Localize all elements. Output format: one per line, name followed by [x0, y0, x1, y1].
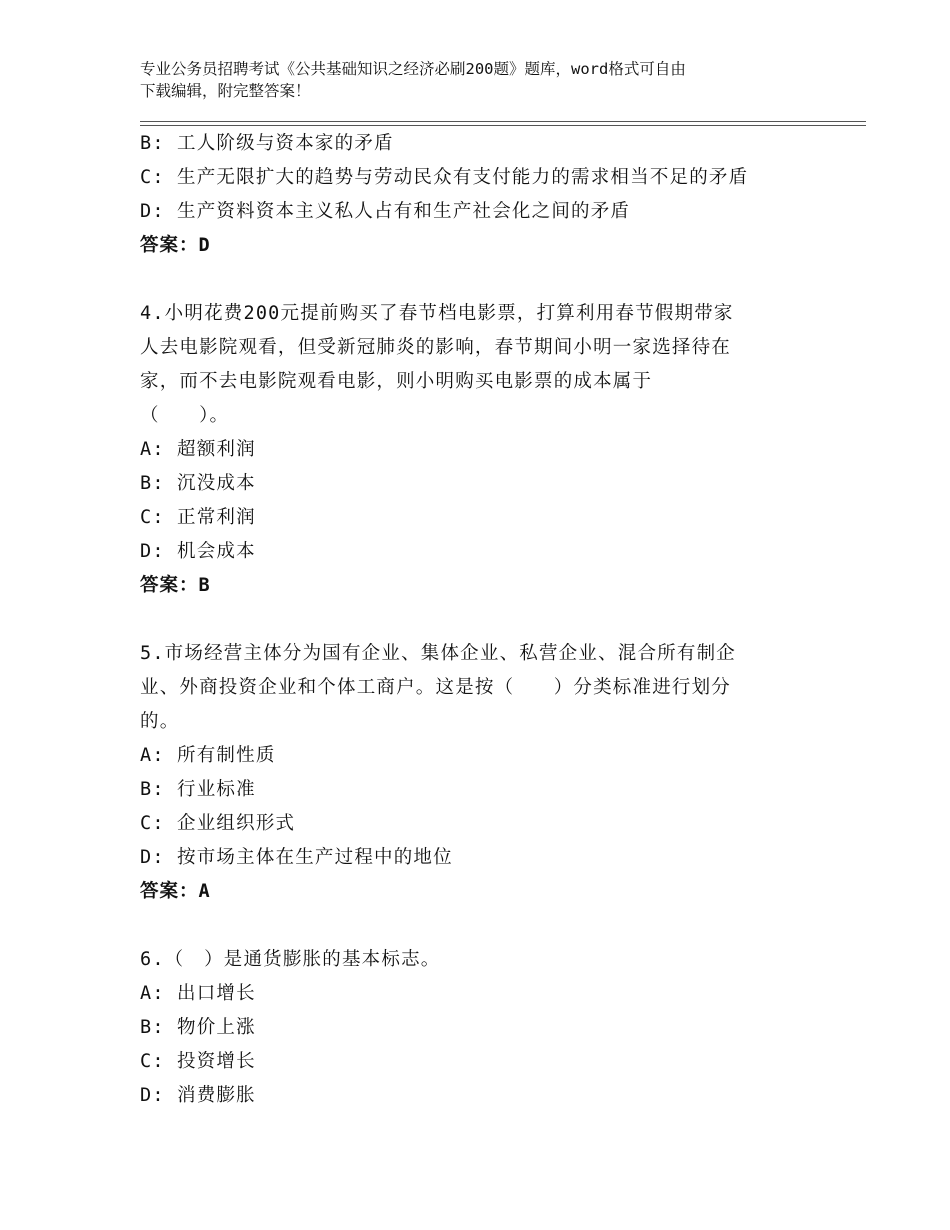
header-rule-top — [140, 121, 866, 122]
question-stem-line: 5.市场经营主体分为国有企业、集体企业、私营企业、混合所有制企 — [140, 643, 736, 664]
question-stem-line: 的。 — [140, 711, 180, 732]
spacer — [140, 909, 820, 943]
question-stem-line: 家，而不去电影院观看电影，则小明购买电影票的成本属于 — [140, 371, 653, 392]
option-a: A: 所有制性质 — [140, 745, 276, 766]
spacer — [140, 263, 820, 297]
answer-label: 答案：D — [140, 235, 211, 256]
option-d: D: 消费膨胀 — [140, 1085, 256, 1106]
option-b: B: 沉没成本 — [140, 473, 256, 494]
option-c: C: 正常利润 — [140, 507, 256, 528]
option-d: D: 按市场主体在生产过程中的地位 — [140, 847, 453, 868]
option-c: C: 生产无限扩大的趋势与劳动民众有支付能力的需求相当不足的矛盾 — [140, 167, 749, 188]
question-6 — [140, 943, 820, 1113]
option-b: B: 行业标准 — [140, 779, 256, 800]
option-d: D: 生产资料资本主义私人占有和生产社会化之间的矛盾 — [140, 201, 631, 222]
option-a: A: 超额利润 — [140, 439, 256, 460]
answer-label: 答案：B — [140, 575, 211, 596]
option-a: A: 出口增长 — [140, 983, 256, 1004]
spacer — [140, 603, 820, 637]
question-3 — [140, 127, 820, 263]
header-rule-bottom — [140, 125, 866, 126]
question-5 — [140, 637, 820, 909]
page-header — [140, 58, 840, 102]
question-stem-line: 人去电影院观看，但受新冠肺炎的影响，春节期间小明一家选择待在 — [140, 337, 732, 358]
header-line-2: 下载编辑，附完整答案！ — [140, 82, 311, 100]
question-stem-line: 业、外商投资企业和个体工商户。这是按（ ）分类标准进行划分 — [140, 677, 732, 698]
question-stem-line: （ ）。 — [140, 405, 230, 426]
header-line-1: 专业公务员招聘考试《公共基础知识之经济必刷200题》题库，word格式可自由 — [140, 60, 686, 78]
question-stem-line: 6.（ ）是通货膨胀的基本标志。 — [140, 949, 441, 970]
question-content — [140, 127, 820, 1113]
option-b: B: 工人阶级与资本家的矛盾 — [140, 133, 394, 154]
option-d: D: 机会成本 — [140, 541, 256, 562]
answer-label: 答案：A — [140, 881, 211, 902]
option-c: C: 企业组织形式 — [140, 813, 296, 834]
question-4 — [140, 297, 820, 603]
option-b: B: 物价上涨 — [140, 1017, 256, 1038]
option-c: C: 投资增长 — [140, 1051, 256, 1072]
question-stem-line: 4.小明花费200元提前购买了春节档电影票，打算利用春节假期带家 — [140, 303, 734, 324]
